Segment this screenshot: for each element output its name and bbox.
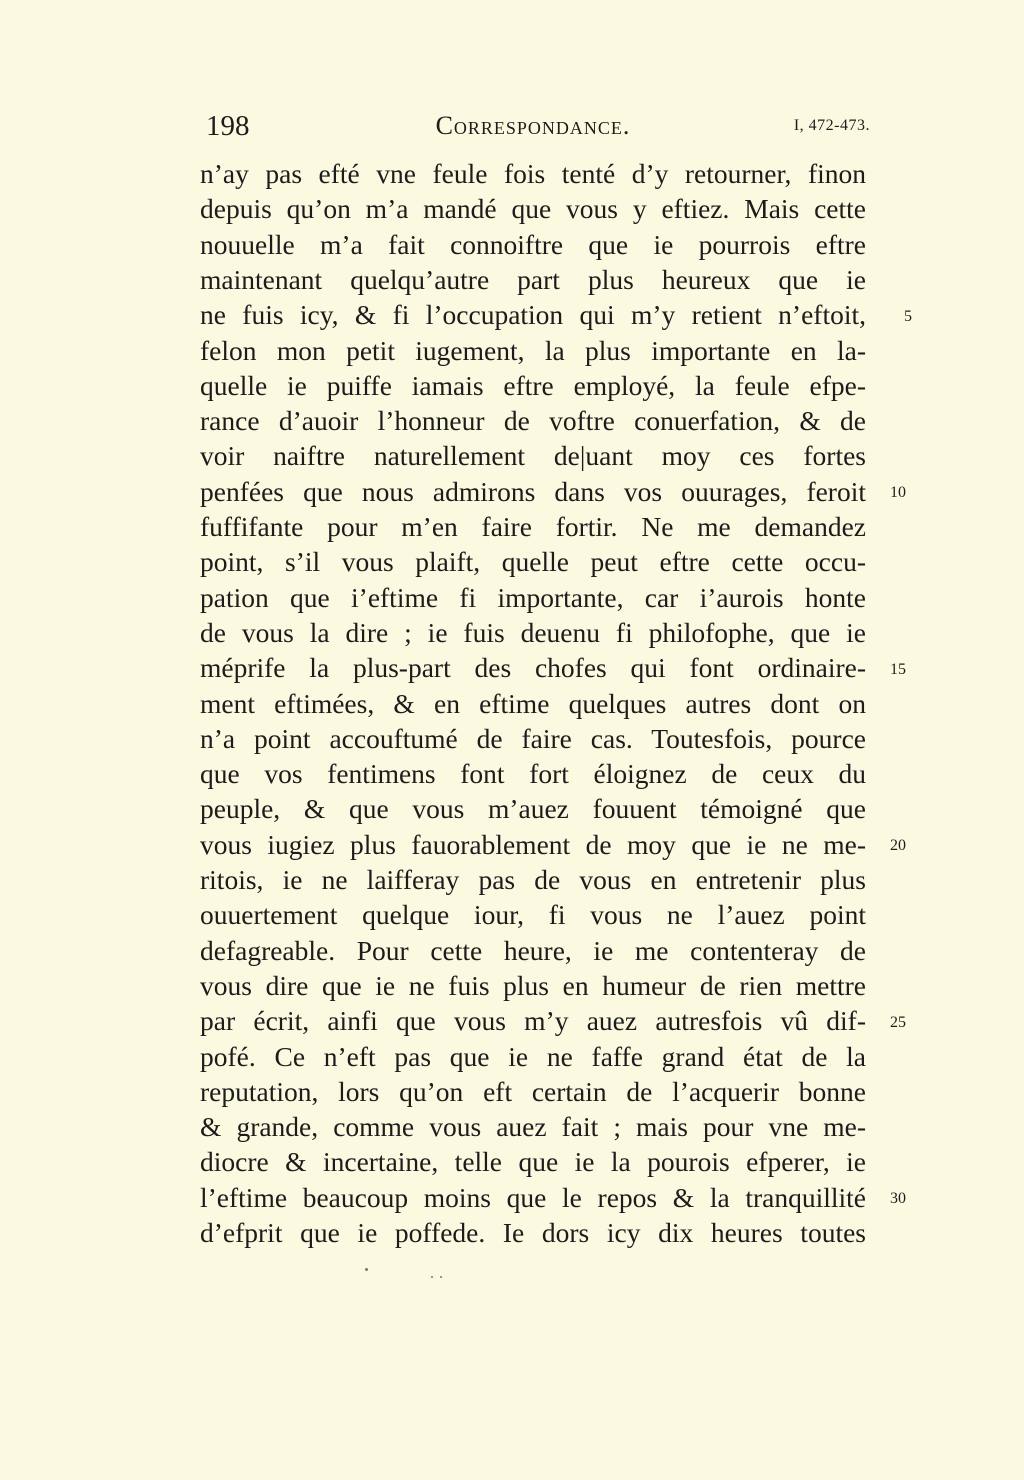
text-line: vous dire que ie ne fuis plus en humeur de rien mettre (200, 969, 866, 1001)
text-line: fuffifante pour m’en faire fortir. Ne me demandez (200, 511, 866, 542)
print-speck (440, 1276, 442, 1278)
text-line: ne fuis icy, & fi l’occupation qui m’y retient n’eftoit, (200, 299, 866, 331)
print-speck (365, 1268, 368, 1271)
text-line: peuple, & que vous m’auez fouuent témoigné que (200, 793, 866, 825)
text-line: rance d’auoir l’honneur de voftre conuerfation, & de (200, 405, 866, 437)
text-line: & grande, comme vous auez fait ; mais pour vne me- (200, 1111, 866, 1143)
text-line: n’a point accouftumé de faire cas. Toutesfois, pource (200, 722, 866, 754)
text-line: depuis qu’on m’a mandé que vous y eftiez. Mais cette (200, 193, 866, 225)
text-line: d’efprit que ie poffede. Ie dors icy dix heures toutes (200, 1217, 866, 1248)
text-line: reputation, lors qu’on eft certain de l’acquerir bonne (200, 1075, 866, 1107)
header-title: Correspondance. (435, 111, 631, 140)
line-number: 20 (890, 837, 906, 854)
text-line: pation que i’eftime fi importante, car i’aurois honte (200, 581, 866, 613)
page-number: 198 (206, 110, 250, 142)
text-line: par écrit, ainfi que vous m’y auez autresfois vû dif- (200, 1005, 866, 1037)
text-line: quelle ie puiffe iamais eftre employé, la feule efpe- (200, 369, 866, 401)
text-line: diocre & incertaine, telle que ie la pourois efperer, ie (200, 1146, 866, 1178)
text-line: ritois, ie ne laifferay pas de vous en entretenir plus (200, 864, 866, 895)
text-line: ouuertement quelque iour, fi vous ne l’auez point (200, 899, 866, 931)
text-line: penfées que nous admirons dans vos ouurages, feroit (200, 475, 866, 507)
line-number: 5 (904, 308, 912, 325)
line-number: 10 (890, 484, 906, 501)
text-line: felon mon petit iugement, la plus importante en la- (200, 334, 866, 366)
text-line: voir naiftre naturellement de|uant moy ces fortes (200, 440, 866, 472)
line-number: 30 (890, 1190, 906, 1207)
text-line: point, s’il vous plaift, quelle peut eftre cette occu- (200, 546, 866, 578)
text-line: nouuelle m’a fait connoiftre que ie pourrois eftre (200, 228, 866, 260)
text-line: l’eftime beaucoup moins que le repos & la tranquillité (200, 1181, 866, 1213)
text-line: defagreable. Pour cette heure, ie me contenteray de (200, 934, 866, 966)
text-line: maintenant quelqu’autre part plus heureux que ie (200, 263, 866, 295)
line-number: 15 (890, 661, 906, 678)
text-line: que vos fentimens font fort éloignez de ceux du (200, 758, 866, 790)
text-line: ment eftimées, & en eftime quelques autres dont on (200, 687, 866, 719)
text-line: vous iugiez plus fauorablement de moy que ie ne me- (200, 828, 866, 860)
header-reference: I, 472-473. (793, 117, 870, 134)
running-header (200, 108, 870, 144)
text-line: de vous la dire ; ie fuis deuenu fi philofophe, que ie (200, 616, 866, 648)
print-speck (431, 1276, 433, 1278)
text-line: méprife la plus-part des chofes qui font ordinaire- (200, 652, 866, 684)
line-number: 25 (890, 1014, 906, 1031)
text-line: n’ay pas efté vne feule fois tenté d’y retourner, finon (200, 158, 866, 189)
text-line: pofé. Ce n’eft pas que ie ne faffe grand état de la (200, 1040, 866, 1072)
